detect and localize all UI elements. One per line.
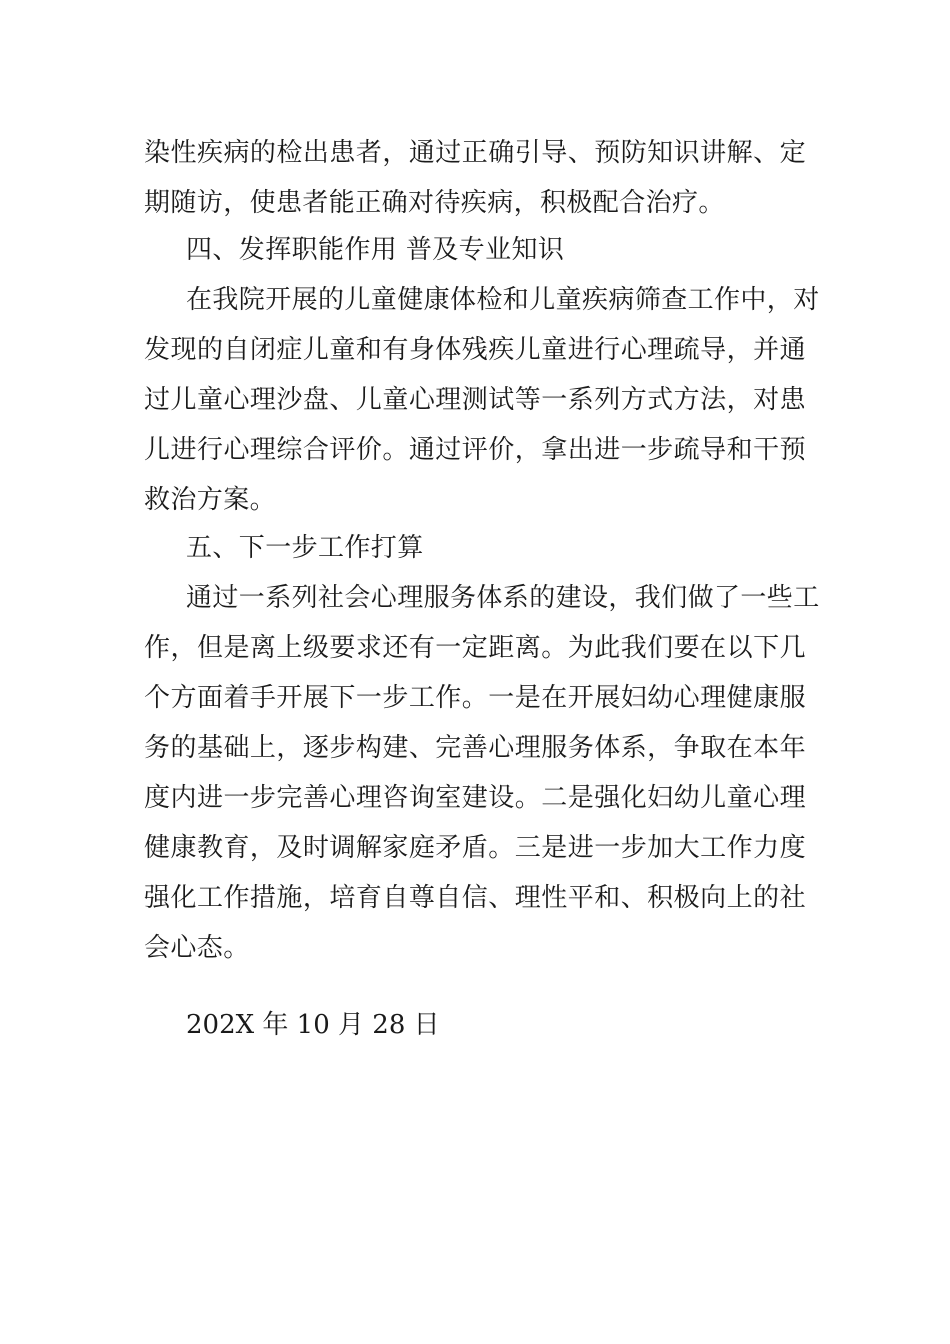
text-line: 作，但是离上级要求还有一定距离。为此我们要在以下几 bbox=[144, 633, 806, 663]
section-heading-4 bbox=[144, 225, 806, 275]
paragraph-child-psychology bbox=[144, 275, 820, 525]
heading-text: 五、下一步工作打算 bbox=[186, 533, 424, 563]
paragraph-next-steps bbox=[144, 573, 820, 973]
heading-text: 四、发挥职能作用 普及专业知识 bbox=[186, 235, 565, 265]
text-line: 儿进行心理综合评价。通过评价，拿出进一步疏导和干预 bbox=[144, 435, 806, 465]
text-line: 发现的自闭症儿童和有身体残疾儿童进行心理疏导，并通 bbox=[144, 335, 806, 365]
text-line: 救治方案。 bbox=[144, 485, 277, 515]
text-line: 强化工作措施，培育自尊自信、理性平和、积极向上的社 bbox=[144, 883, 806, 913]
text-line: 会心态。 bbox=[144, 933, 250, 963]
text-line: 期随访，使患者能正确对待疾病，积极配合治疗。 bbox=[144, 188, 725, 218]
paragraph-infectious-disease bbox=[144, 128, 806, 228]
document-date: 202X 年 10 月 28 日 bbox=[186, 1010, 440, 1040]
text-line: 在我院开展的儿童健康体检和儿童疾病筛查工作中，对 bbox=[186, 285, 820, 315]
text-line: 健康教育，及时调解家庭矛盾。三是进一步加大工作力度 bbox=[144, 833, 806, 863]
section-heading-5 bbox=[144, 523, 806, 573]
text-line: 通过一系列社会心理服务体系的建设，我们做了一些工 bbox=[186, 583, 820, 613]
text-line: 务的基础上，逐步构建、完善心理服务体系，争取在本年 bbox=[144, 733, 806, 763]
text-line: 个方面着手开展下一步工作。一是在开展妇幼心理健康服 bbox=[144, 683, 806, 713]
text-line: 染性疾病的检出患者，通过正确引导、预防知识讲解、定 bbox=[144, 138, 806, 168]
text-line: 度内进一步完善心理咨询室建设。二是强化妇幼儿童心理 bbox=[144, 783, 806, 813]
text-line: 过儿童心理沙盘、儿童心理测试等一系列方式方法，对患 bbox=[144, 385, 806, 415]
